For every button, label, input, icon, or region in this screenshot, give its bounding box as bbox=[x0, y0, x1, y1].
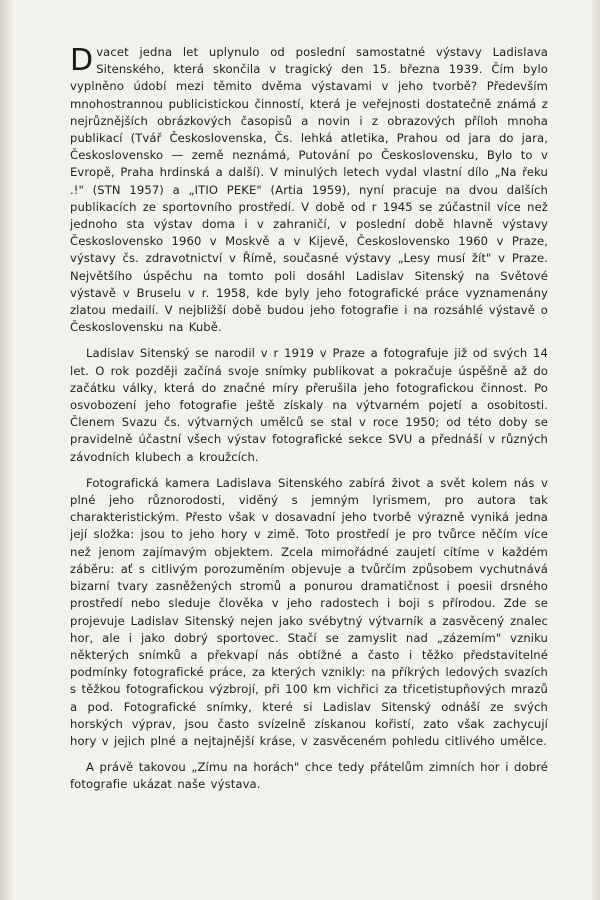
paragraph-mountains: Fotografická kamera Ladislava Sitenského zabírá život a svět kolem nás v plné jeho různorodosti, viděný s jemným lyrismem, pro autora tak charakteristickým. Přesto však v dosavadní jeho tvorbě výrazně vyniká jedna její složka: jsou to jeho hory v zimě. Toto prostředí je pro tvůrce něčím více než jenom zajímavým objektem. Zcela mimořádné zaujetí cítíme v každém záběru: ať s citlivým porozuměním objevuje a tvůrčím způsobem vychutnává bizarní tvary zasněžených stromů a ponurou dramatičnost i poesii drsného prostředí nebo sleduje člověka v jeho radostech i boji s přírodou. Zde se projevuje Ladislav Sitenský nejen jako svébytný výtvarník a zasvěcený znalec hor, ale i jako dobrý sportovec. Stačí se zamyslit nad „zázemím" vzniku některých snímků a překvapí nás obtížné a často i těžko představitelné podmínky fotografické práce, za kterých vznikly: na příkrých ledových svazích s těžkou fotografickou výzbrojí, při 100 km vichřici za třicetistupňových mrazů a pod. Fotografické snímky, které si Ladislav Sitenský odnáší ze svých horských výprav, jsou často svízelně získanou kořistí, zato však zachycují hory v jejich plné a nejtajnější kráse, v zasvěceném pohledu citlivého umělce. bbox=[70, 475, 548, 748]
paragraph-closing: A právě takovou „Zímu na horách" chce tedy přátelům zimních hor i dobré fotografie ukázat naše výstava. bbox=[70, 760, 548, 792]
paragraph-intro bbox=[70, 44, 548, 336]
drop-cap: D bbox=[70, 43, 94, 78]
paragraph-intro-text: vacet jedna let uplynulo od poslední samostatné výstavy Ladislava Sitenského, která skončila v tragický den 15. března 1939. Čím bylo vyplněno údobí mezi těmito dvěma výstavami v jeho tvorbě? Především mnohostrannou publicistickou činností, která je veřejnosti dostatečně známá z nejrůznějších obrázkových časopisů a novin i z obrazových příloh mnoha publikací (Tvář Československa, Čs. lehká atletika, Prahou od jara do jara, Československo — země neznámá, Putování po Československu, Bylo to v Evropě, Praha hrdinská a další). V minulých letech vydal vlastní dílo „Na řeku .!" (STN 1957) a „ITIO PEKE" (Artia 1959), nyní pracuje na dvou dalších publikacích ze sportovního prostředí. V době od r 1945 se zúčastnil více než jednoho sta výstav doma i v zahraničí, v poslední době hlavně výstavy Československo 1960 v Moskvě a v Kijevě, Československo 1960 v Praze, výstavy čs. zdravotnictví v Římě, současné výstavy „Lesy musí žít" v Praze. Největšího úspěchu na tomto poli dosáhl Ladislav Sitenský na Světové výstavě v Bruselu v r. 1958, kde byly jeho fotografické práce vyznamenány zlatou medailí. V nejbližší době budou jeho fotografie i na rozsáhlé výstavě o Československu na Kubě. bbox=[70, 45, 548, 335]
paragraph-biography: Ladislav Sitenský se narodil v r 1919 v Praze a fotografuje již od svých 14 let. O rok později začíná svoje snímky publikovat a pokračuje úspěšně až do začátku války, která do značné míry přerušila jeho fotografickou činnost. Po osvobození jeho fotografie ještě získaly na výtvarném pojetí a osobitosti. Členem Svazu čs. výtvarných umělců se stal v roce 1950; od této doby se pravidelně účastní všech výstav fotografické sekce SVU a přednáší v různých závodních klubech a kroužcích. bbox=[70, 346, 548, 464]
